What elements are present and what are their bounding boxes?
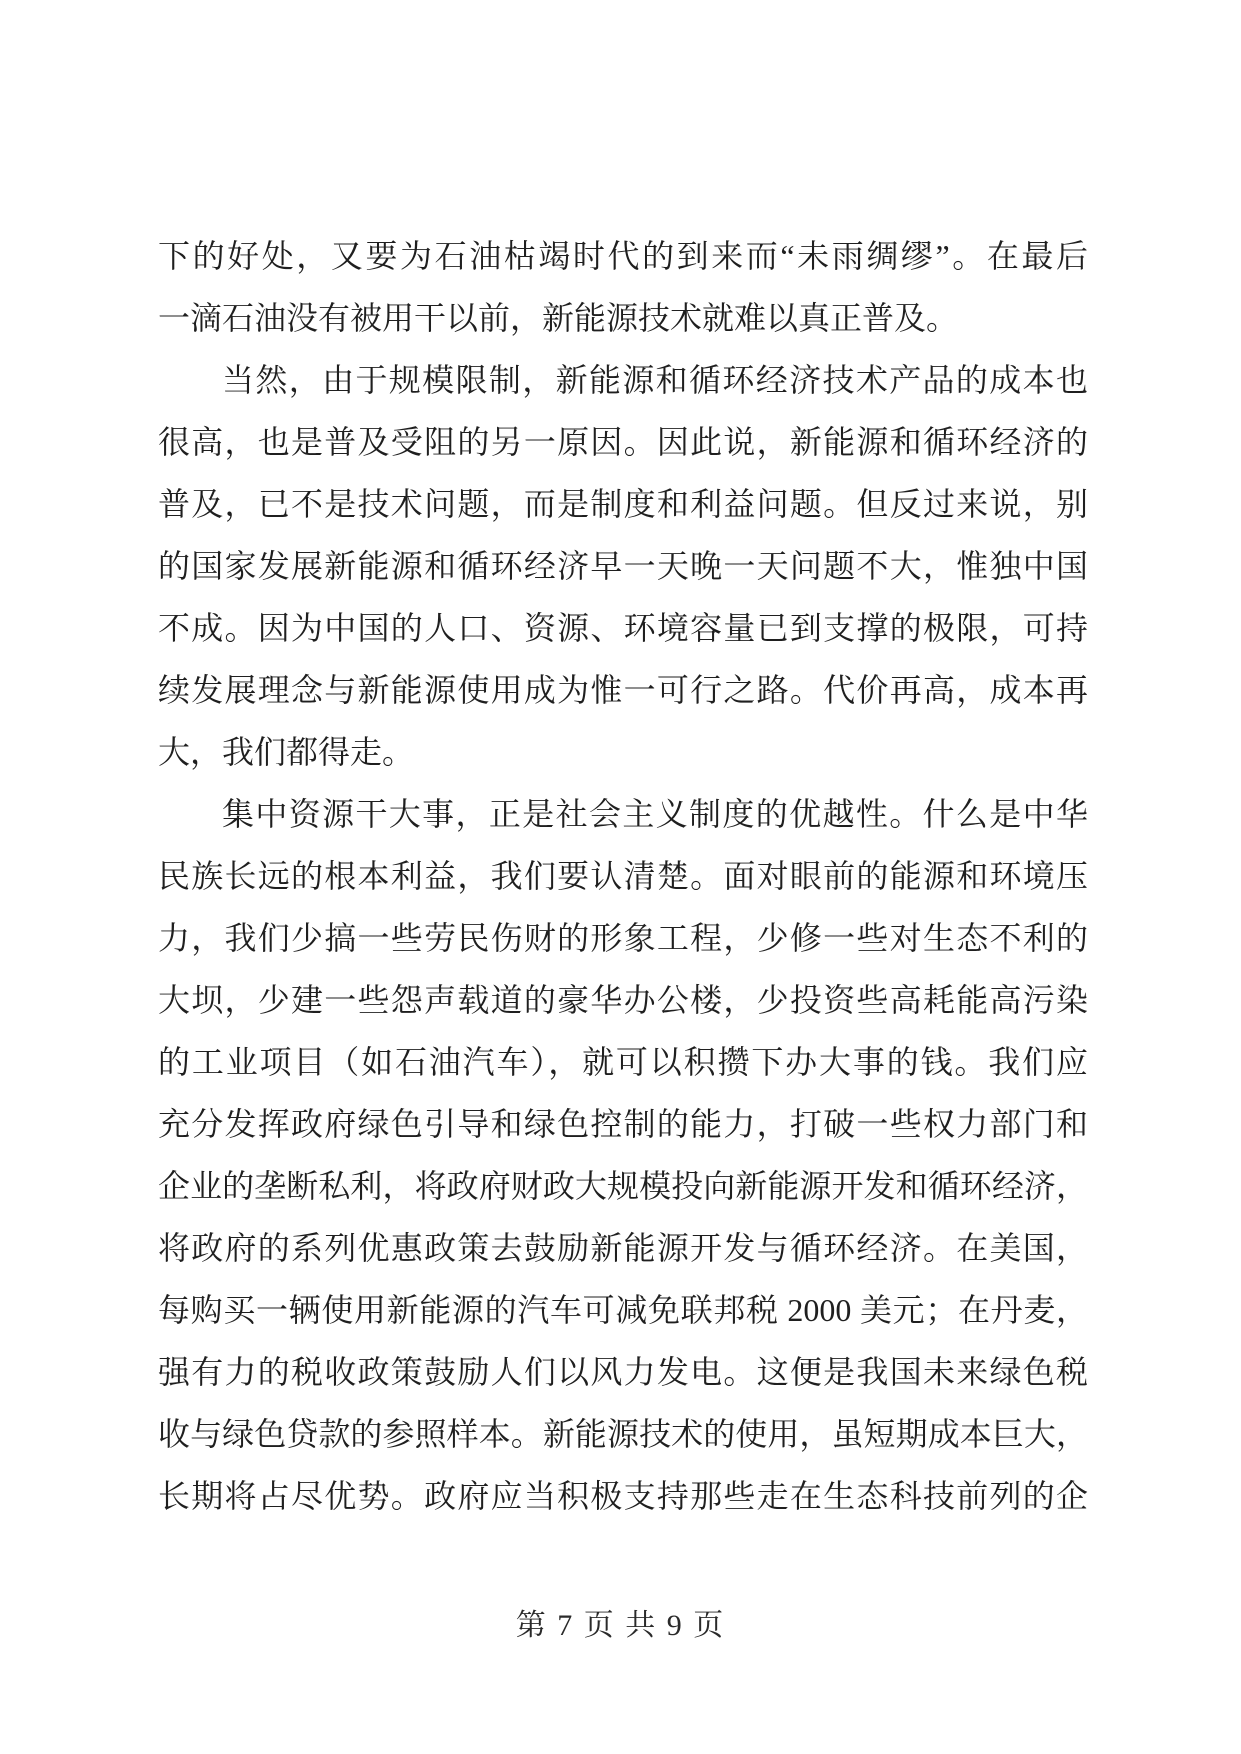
text-line: 将政府的系列优惠政策去鼓励新能源开发与循环经济。在美国， [158, 1230, 1088, 1266]
text-line: 的工业项目（如石油汽车），就可以积攒下办大事的钱。我们应 [158, 1044, 1088, 1080]
paragraph [158, 225, 1088, 349]
text-line: 每购买一辆使用新能源的汽车可减免联邦税 2000 美元；在丹麦， [158, 1292, 1088, 1328]
text-line: 普及，已不是技术问题，而是制度和利益问题。但反过来说，别 [158, 486, 1088, 522]
text-line: 不成。因为中国的人口、资源、环境容量已到支撑的极限，可持 [158, 610, 1088, 646]
text-line: 的国家发展新能源和循环经济早一天晚一天问题不大，惟独中国 [158, 548, 1088, 584]
paragraph [158, 349, 1088, 783]
paragraph [158, 783, 1088, 1527]
text-line: 当然，由于规模限制，新能源和循环经济技术产品的成本也 [222, 362, 1088, 398]
text-line: 下的好处，又要为石油枯竭时代的到来而“未雨绸缪”。在最后 [158, 238, 1088, 274]
text-line: 长期将占尽优势。政府应当积极支持那些走在生态科技前列的企 [158, 1478, 1088, 1514]
text-line: 充分发挥政府绿色引导和绿色控制的能力，打破一些权力部门和 [158, 1106, 1088, 1142]
text-line: 强有力的税收政策鼓励人们以风力发电。这便是我国未来绿色税 [158, 1354, 1088, 1390]
text-line: 集中资源干大事，正是社会主义制度的优越性。什么是中华 [222, 796, 1088, 832]
text-line: 一滴石油没有被用干以前，新能源技术就难以真正普及。 [158, 300, 959, 336]
text-line: 大坝，少建一些怨声载道的豪华办公楼，少投资些高耗能高污染 [158, 982, 1088, 1018]
text-line: 民族长远的根本利益，我们要认清楚。面对眼前的能源和环境压 [158, 858, 1088, 894]
text-line: 力，我们少搞一些劳民伤财的形象工程，少修一些对生态不利的 [158, 920, 1088, 956]
document-body [158, 225, 1088, 1527]
text-line: 企业的垄断私利，将政府财政大规模投向新能源开发和循环经济， [158, 1168, 1088, 1204]
text-line: 很高，也是普及受阻的另一原因。因此说，新能源和循环经济的 [158, 424, 1088, 460]
page-footer: 第 7 页 共 9 页 [515, 1609, 726, 1642]
text-line: 续发展理念与新能源使用成为惟一可行之路。代价再高，成本再 [158, 672, 1088, 708]
text-line: 收与绿色贷款的参照样本。新能源技术的使用，虽短期成本巨大， [158, 1416, 1088, 1452]
text-line: 大，我们都得走。 [158, 734, 415, 770]
